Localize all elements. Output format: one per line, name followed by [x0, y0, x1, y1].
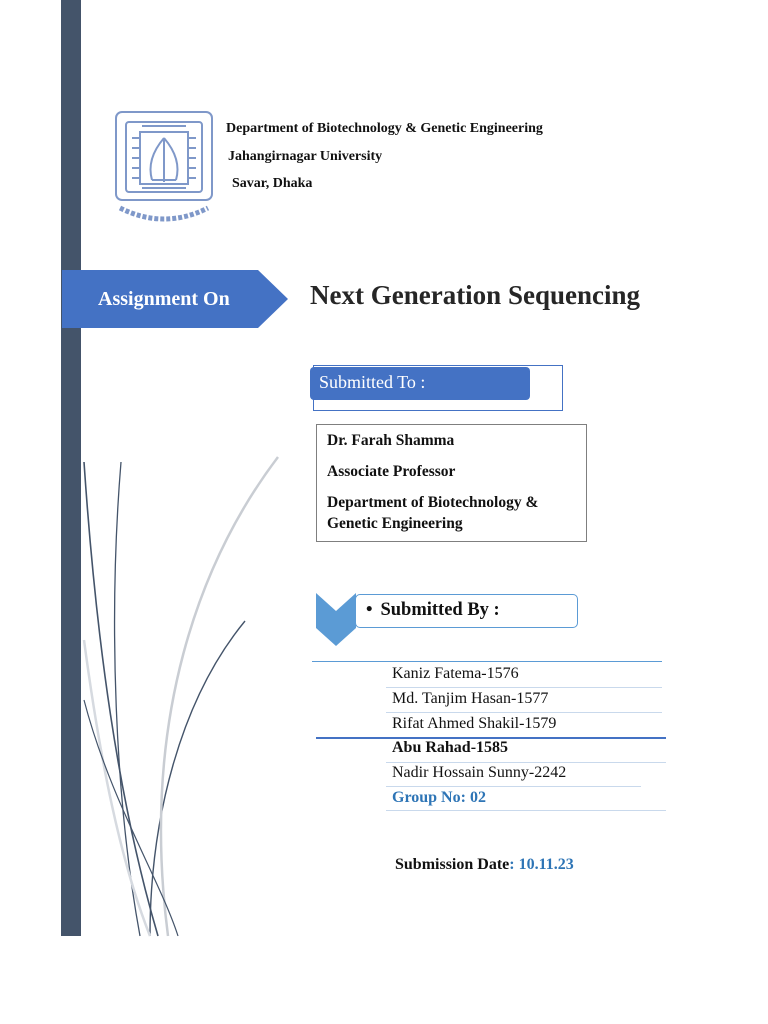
- location: Savar, Dhaka: [232, 176, 313, 191]
- group-number: Group No: 02: [392, 789, 486, 806]
- submission-date-label: Submission Date: [395, 856, 510, 873]
- submitted-to-heading: Submitted To :: [310, 367, 530, 400]
- curve-line: [150, 621, 245, 936]
- submission-date: [395, 856, 574, 874]
- table-rule: [386, 810, 666, 811]
- bullet-icon: •: [366, 600, 373, 620]
- supervisor-name: Dr. Farah Shamma: [327, 432, 455, 449]
- supervisor-designation: Associate Professor: [327, 463, 456, 480]
- table-rule: [312, 661, 662, 662]
- chevron-down-icon: [316, 593, 356, 646]
- department-name: Department of Biotechnology & Genetic Engineering: [226, 121, 543, 136]
- supervisor-department: Department of Biotechnology & Genetic Engineering: [327, 494, 539, 532]
- list-item: Nadir Hossain Sunny-2242: [392, 764, 567, 781]
- university-logo: [112, 108, 216, 226]
- assignment-label: Assignment On: [98, 287, 230, 310]
- list-item: Abu Rahad-1585: [392, 739, 509, 756]
- curve-line: [115, 462, 140, 936]
- submission-date-separator: :: [509, 856, 515, 873]
- table-rule: [386, 687, 662, 688]
- submitted-by-heading: [355, 594, 578, 628]
- list-item: Kaniz Fatema-1576: [392, 665, 519, 682]
- university-name: Jahangirnagar University: [228, 148, 383, 164]
- curve-line: [84, 462, 158, 936]
- list-item: Md. Tanjim Hasan-1577: [392, 690, 549, 707]
- table-rule: [386, 762, 666, 763]
- supervisor-box: [316, 424, 587, 542]
- submission-date-value: 10.11.23: [518, 856, 574, 873]
- sidebar-stripe: [61, 0, 81, 936]
- list-item: Rifat Ahmed Shakil-1579: [392, 715, 557, 732]
- table-rule: [386, 786, 641, 787]
- curve-line: [84, 700, 178, 936]
- document-title: Next Generation Sequencing: [310, 280, 640, 310]
- table-rule: [386, 712, 662, 713]
- submitted-by-label: Submitted By :: [380, 600, 500, 620]
- institution-header: [226, 115, 543, 198]
- curve-line: [161, 457, 278, 936]
- curve-line: [84, 640, 150, 936]
